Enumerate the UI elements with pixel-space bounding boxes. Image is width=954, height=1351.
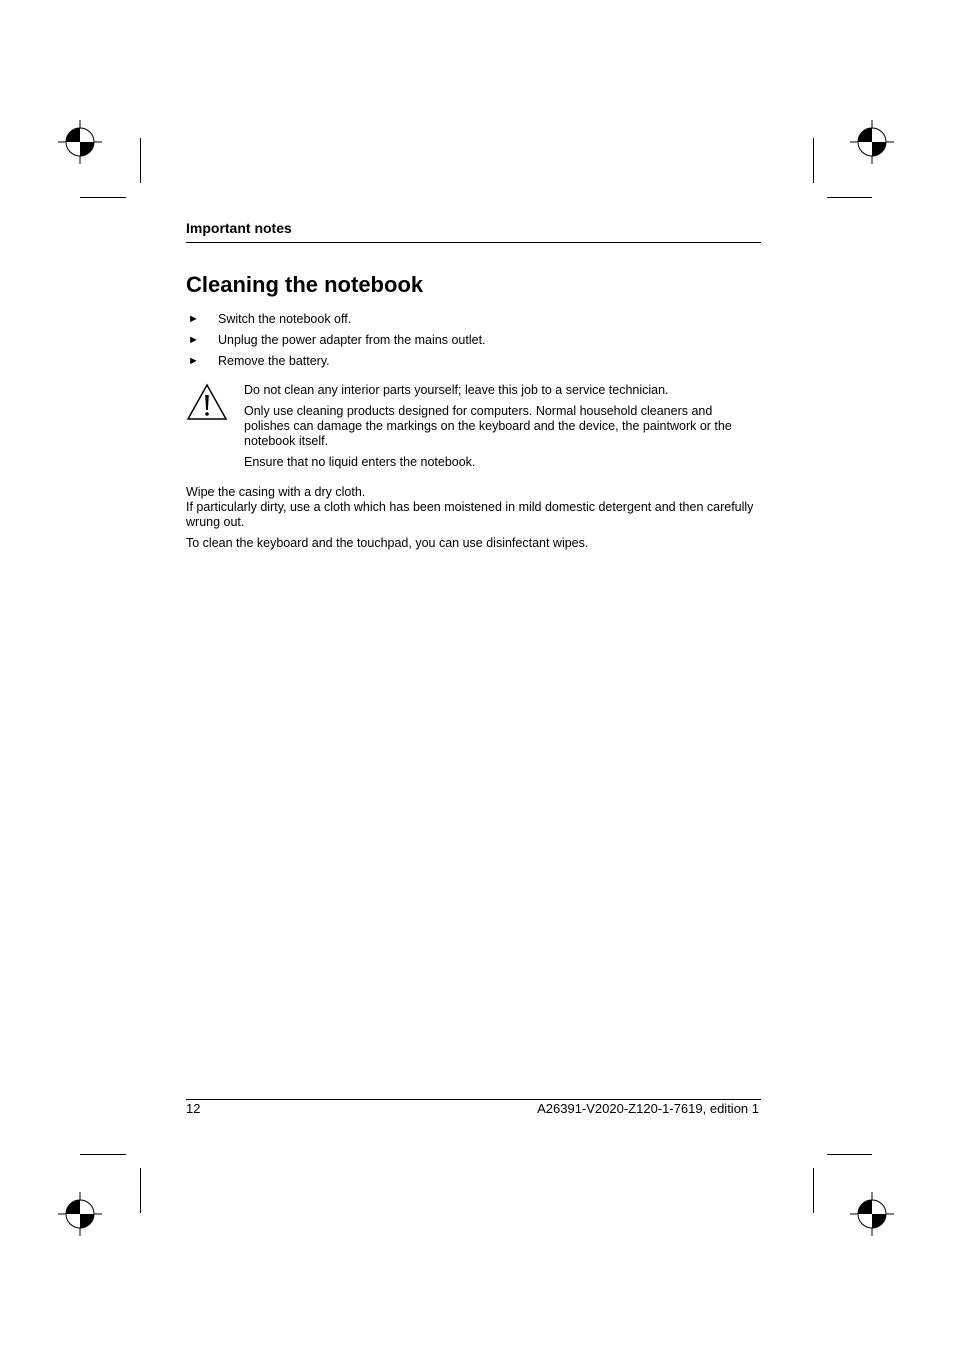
arrow-bullet-icon: ► bbox=[188, 334, 199, 346]
registration-mark-icon bbox=[58, 1192, 102, 1236]
page-number: 12 bbox=[186, 1101, 201, 1116]
arrow-bullet-icon: ► bbox=[188, 313, 199, 325]
header-divider bbox=[186, 242, 761, 243]
crop-line bbox=[140, 1168, 141, 1213]
crop-line bbox=[827, 197, 872, 198]
crop-line bbox=[80, 197, 126, 198]
body-line: If particularly dirty, use a cloth which has been moistened in mild domestic detergent and then carefully wrung out. bbox=[186, 500, 754, 529]
body-paragraph: To clean the keyboard and the touchpad, you can use disinfectant wipes. bbox=[186, 536, 589, 550]
list-item bbox=[186, 311, 761, 332]
page-title: Cleaning the notebook bbox=[186, 272, 424, 297]
arrow-bullet-icon: ► bbox=[188, 355, 199, 367]
step-text: Unplug the power adapter from the mains outlet. bbox=[218, 333, 486, 347]
running-header: Important notes bbox=[186, 220, 292, 236]
warning-notice bbox=[244, 383, 759, 476]
warning-triangle-icon bbox=[186, 383, 228, 421]
body-text bbox=[186, 485, 761, 557]
warning-paragraph: Do not clean any interior parts yourself; leave this job to a service technician. bbox=[244, 383, 669, 397]
list-item bbox=[186, 332, 761, 353]
body-line: Wipe the casing with a dry cloth. bbox=[186, 485, 366, 499]
step-text: Switch the notebook off. bbox=[218, 312, 352, 326]
body-paragraph bbox=[186, 485, 761, 530]
crop-line bbox=[813, 138, 814, 183]
crop-line bbox=[140, 138, 141, 183]
step-list bbox=[186, 311, 761, 374]
list-item bbox=[186, 353, 761, 374]
footer-divider bbox=[186, 1099, 761, 1100]
registration-mark-icon bbox=[58, 120, 102, 164]
document-id: A26391-V2020-Z120-1-7619, edition 1 bbox=[537, 1101, 759, 1116]
warning-paragraph: Only use cleaning products designed for computers. Normal household cleaners and polishes can damage the markings on the keyboard and the device, the paintwork or the notebook itself. bbox=[244, 404, 732, 448]
warning-paragraph: Ensure that no liquid enters the notebook. bbox=[244, 455, 476, 469]
registration-mark-icon bbox=[850, 1192, 894, 1236]
crop-line bbox=[827, 1154, 872, 1155]
step-text: Remove the battery. bbox=[218, 354, 330, 368]
crop-line bbox=[80, 1154, 126, 1155]
crop-line bbox=[813, 1168, 814, 1213]
registration-mark-icon bbox=[850, 120, 894, 164]
